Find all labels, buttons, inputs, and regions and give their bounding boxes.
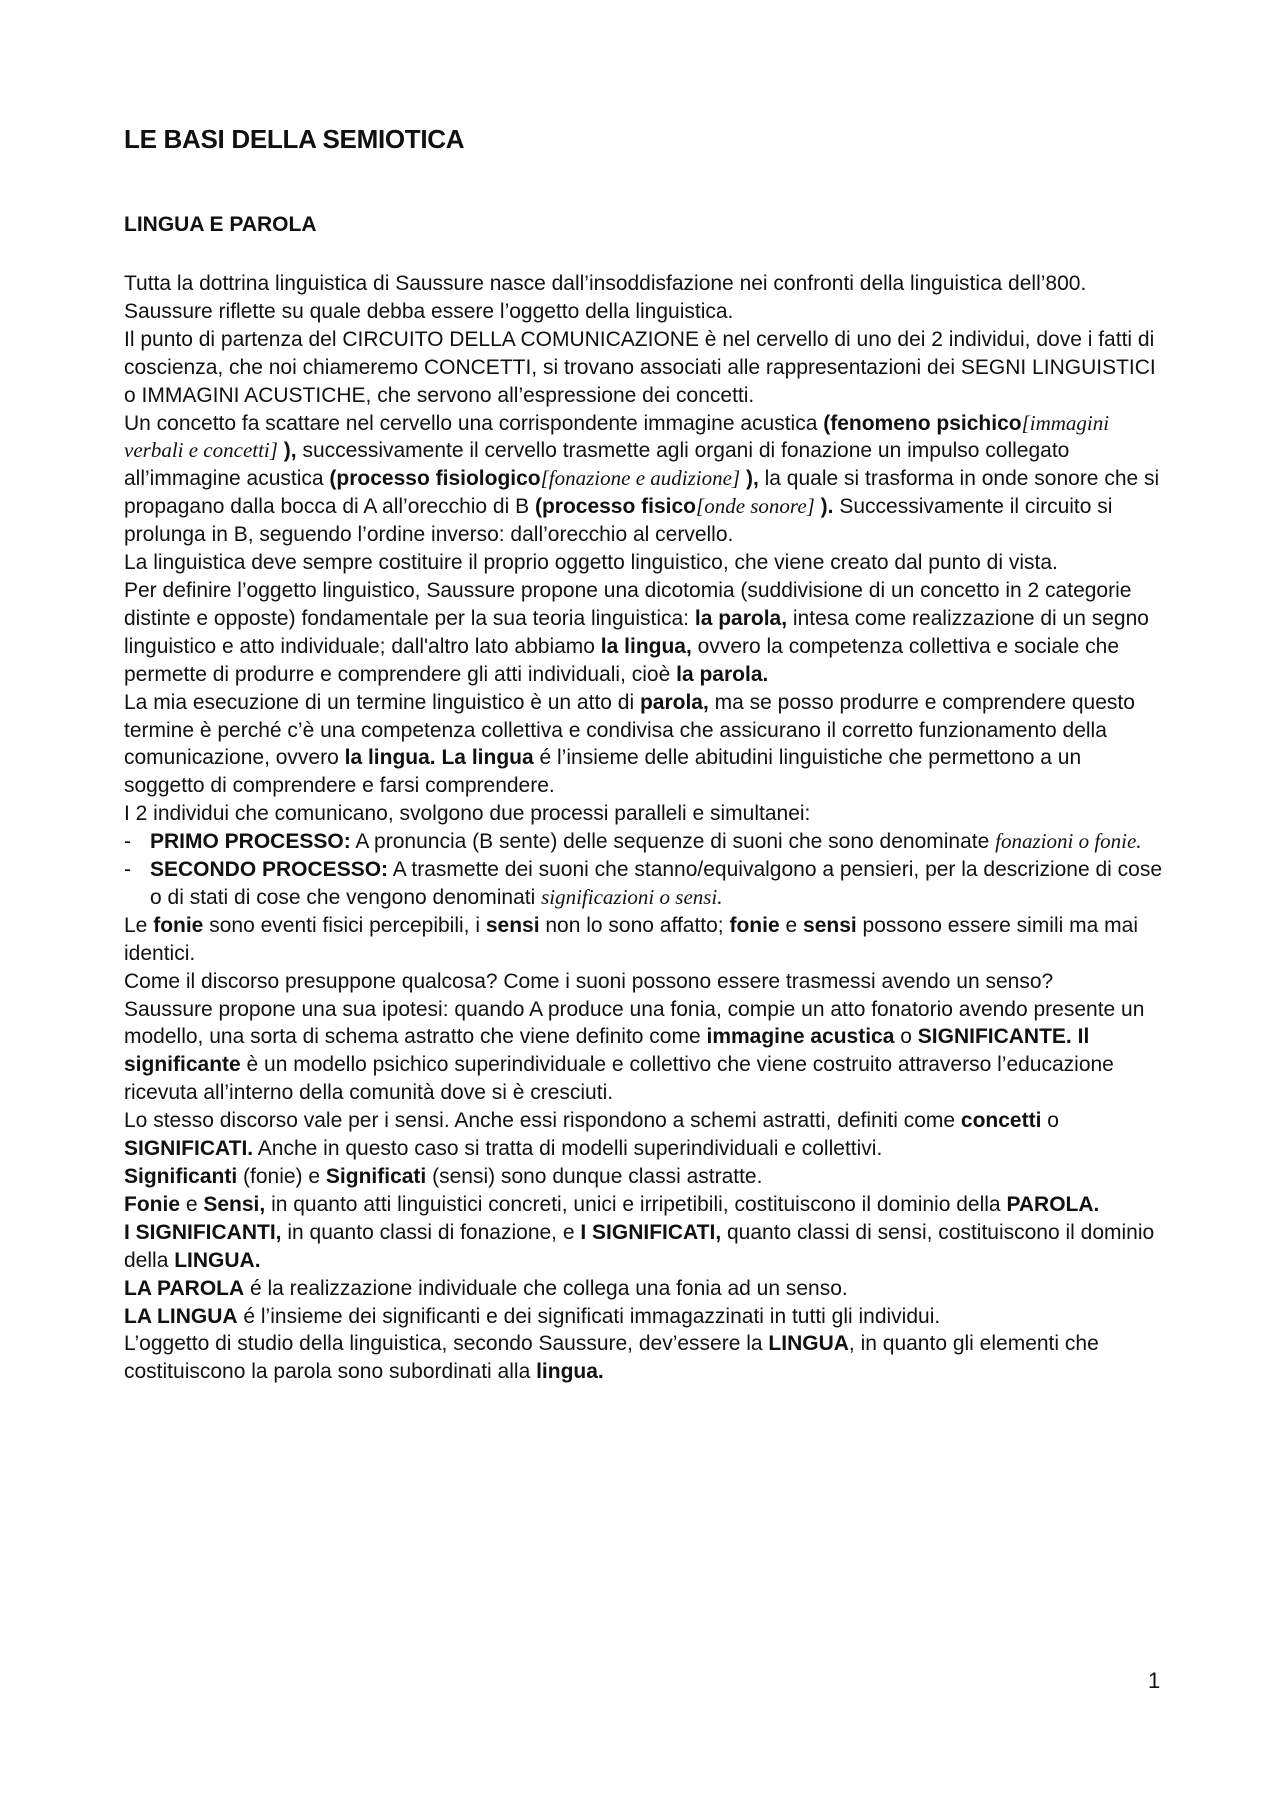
document-title: LE BASI DELLA SEMIOTICA: [124, 124, 465, 154]
paragraph-17: LA LINGUA é l’insieme dei significanti e dei significati immagazzinati in tutti gli individui.: [124, 1304, 941, 1328]
paragraph-5: La linguistica deve sempre costituire il proprio oggetto linguistico, che viene creato dal punto di vista.: [124, 551, 1058, 575]
list-item: - PRIMO PROCESSO: A pronuncia (B sente) delle sequenze di suoni che sono denominate fonazioni o fonie.: [124, 828, 1164, 856]
paragraph-15: I SIGNIFICANTI, in quanto classi di fonazione, e I SIGNIFICATI, quanto classi di sensi, costituiscono il dominio della LINGUA.: [124, 1220, 1155, 1272]
paragraph-13: Significanti (fonie) e Significati (sensi) sono dunque classi astratte.: [124, 1165, 763, 1188]
process-list: [124, 828, 1164, 912]
paragraph-14: Fonie e Sensi, in quanto atti linguistici concreti, unici e irripetibili, costituiscono il dominio della PAROLA.: [124, 1192, 1100, 1216]
paragraph-2: Saussure riflette su quale debba essere l’oggetto della linguistica.: [124, 299, 734, 323]
paragraph-9: Le fonie sono eventi fisici percepibili, i sensi non lo sono affatto; fonie e sensi possono essere simili ma mai identici.: [124, 913, 1138, 965]
list-item: - SECONDO PROCESSO: A trasmette dei suoni che stanno/equivalgono a pensieri, per la descrizione di cose o di stati di cose che vengono denominati significazioni o sensi.: [124, 858, 1163, 909]
paragraph-11: Saussure propone una sua ipotesi: quando A produce una fonia, compie un atto fonatorio avendo presente un modello, una sorta di schema astratto che viene definito come immagine acustica o SIGNIFICANTE. Il significante è un modello psichico superindividuale e collettivo che viene costruito attraverso l’educazione ricevuta all’interno della comunità dove si è cresciuti.: [124, 997, 1145, 1105]
page-number: 1: [1148, 1668, 1161, 1693]
paragraph-16: LA PAROLA é la realizzazione individuale che collega una fonia ad un senso.: [124, 1276, 848, 1300]
list-dash: -: [124, 830, 131, 854]
paragraph-18: L’oggetto di studio della linguistica, secondo Saussure, dev’essere la LINGUA, in quanto gli elementi che costituiscono la parola sono subordinati alla lingua.: [124, 1332, 1099, 1384]
paragraph-7: La mia esecuzione di un termine linguistico è un atto di parola, ma se posso produrre e comprendere questo termine è perché c’è una competenza collettiva e condivisa che assicurano il corretto funzionamento della comunicazione, ovvero la lingua. La lingua é l’insieme delle abitudini linguistiche che permettono a un soggetto di comprendere e farsi comprendere.: [124, 690, 1135, 798]
paragraph-3: Il punto di partenza del CIRCUITO DELLA COMUNICAZIONE è nel cervello di uno dei 2 individui, dove i fatti di coscienza, che noi chiameremo CONCETTI, si trovano associati alle rappresentazioni dei SEGNI LINGUISTICI o IMMAGINI ACUSTICHE, che servono all’espressione dei concetti.: [124, 327, 1156, 407]
paragraph-8: I 2 individui che comunicano, svolgono due processi paralleli e simultanei:: [124, 802, 811, 826]
paragraph-1: Tutta la dottrina linguistica di Saussure nasce dall’insoddisfazione nei confronti della linguistica dell’800.: [124, 272, 1087, 295]
paragraph-10: Come il discorso presuppone qualcosa? Come i suoni possono essere trasmessi avendo un senso?: [124, 969, 1054, 993]
list-dash: -: [124, 858, 131, 882]
paragraph-6: Per definire l’oggetto linguistico, Saussure propone una dicotomia (suddivisione di un concetto in 2 categorie distinte e opposte) fondamentale per la sua teoria linguistica: la parola, intesa come realizzazione di un segno linguistico e atto individuale; dall'altro lato abbiamo la lingua, ovvero la competenza collettiva e sociale che permette di produrre e comprendere gli atti individuali, cioè la parola.: [124, 578, 1149, 686]
section-title: LINGUA E PAROLA: [124, 213, 317, 236]
paragraph-12: Lo stesso discorso vale per i sensi. Anche essi rispondono a schemi astratti, definiti come concetti o SIGNIFICATI. Anche in questo caso si tratta di modelli superindividuali e collettivi.: [124, 1109, 1059, 1161]
paragraph-4: Un concetto fa scattare nel cervello una corrispondente immagine acustica (fenomeno psichico[immagini verbali e concetti] ), successivamente il cervello trasmette agli organi di fonazione un impulso collegato all’immagine acustica (processo fisiologico[fonazione e audizione] ), la quale si trasforma in onde sonore che si propagano dalla bocca di A all’orecchio di B (processo fisico[onde sonore] ). Successivamente il circuito si prolunga in B, seguendo l’ordine inverso: dall’orecchio al cervello.: [124, 410, 1160, 547]
document-body: [124, 270, 1164, 1386]
